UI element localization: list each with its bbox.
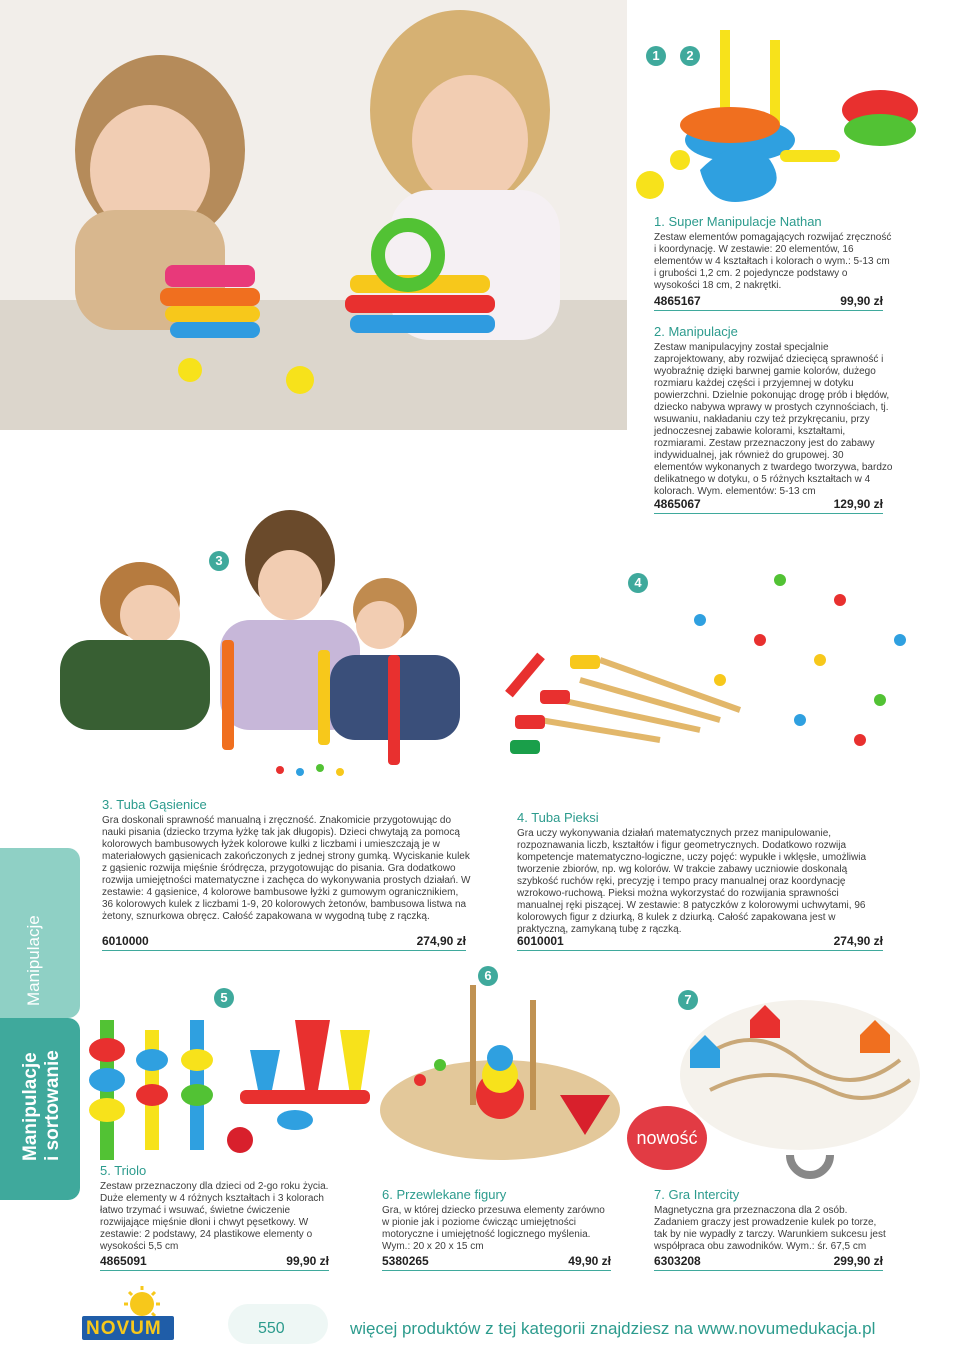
product-price: 99,90 zł — [840, 294, 883, 308]
page-number: 550 — [258, 1320, 285, 1337]
side-tab-label: Manipulacje — [24, 915, 43, 1006]
price-line — [654, 294, 883, 311]
product-block — [100, 1163, 332, 1253]
product-code: 6010001 — [517, 934, 564, 948]
product-block — [654, 214, 894, 292]
product-code: 4865167 — [654, 294, 701, 308]
product-code: 4865091 — [100, 1254, 147, 1268]
product-number-badge: 7 — [678, 990, 698, 1010]
logo-text: NOVUM — [86, 1318, 162, 1339]
side-tab-line: i sortowanie — [42, 1050, 63, 1161]
side-tab-upper[interactable] — [0, 848, 80, 1018]
product-price: 299,90 zł — [833, 1254, 883, 1268]
side-tab-line: Manipulacje — [20, 1052, 41, 1161]
new-badge: nowość — [627, 1106, 707, 1170]
product-description: Magnetyczna gra przeznaczona dla 2 osób. Zadaniem graczy jest prowadzenie kulek po torze, tak by nie wypadły z tarczy. Warunkiem sukcesu jest współpraca obu zawodników. Wym.: śr. 67,5 cm — [654, 1205, 886, 1252]
product-description: Gra, w której dziecko przesuwa elementy zarówno w pionie jak i poziome ćwicząc umiejętności motoryczne i umiejętność logicznego myślenia. Wym.: 20 x 20 x 15 cm — [382, 1205, 605, 1252]
product-title: 7. Gra Intercity — [654, 1187, 740, 1202]
product-description: Zestaw elementów pomagających rozwijać zręczność i koordynację. W zestawie: 20 elementów, 16 elementów w 4 kształtach i kolorach o wym.: 5-13 cm i grubości 1,2 cm. 2 pojedyncze podstawy o wysokości 18 cm, 2 nakrętki. — [654, 232, 892, 291]
price-line — [382, 1254, 611, 1271]
price-line — [100, 1254, 329, 1271]
product-description: Zestaw przeznaczony dla dzieci od 2-go roku życia. Duże elementy w 4 różnych kształtach i 3 kolorach łatwo trzymać i wsuwać, świetne ćwiczenie rozwijające mięśnie dłoni i chwyt pęsetkowy. W zestawie: 2 podstawy, 24 plastikowe elementy o wysokości 5,5 cm — [100, 1181, 329, 1252]
product-number-badge: 1 — [646, 46, 666, 66]
product-title: 1. Super Manipulacje Nathan — [654, 214, 822, 229]
product-title: 3. Tuba Gąsienice — [102, 797, 207, 812]
footer-link[interactable]: więcej produktów z tej kategorii znajdziesz na www.novumedukacja.pl — [350, 1319, 876, 1338]
photo-children-caterpillar — [60, 510, 460, 776]
photo-wooden-sorter — [380, 985, 620, 1160]
price-line — [654, 1254, 883, 1271]
photo-pieksi-pieces — [505, 574, 906, 754]
product-title: 5. Triolo — [100, 1163, 147, 1178]
product-number-badge: 3 — [209, 551, 229, 571]
side-tab-lower[interactable] — [0, 1018, 80, 1200]
price-line — [517, 934, 883, 951]
product-number-badge: 2 — [680, 46, 700, 66]
price-line — [654, 497, 883, 514]
novum-logo — [80, 1284, 180, 1344]
product-price: 274,90 zł — [416, 934, 466, 948]
product-code: 5380265 — [382, 1254, 429, 1268]
product-title: 2. Manipulacje — [654, 324, 738, 339]
product-code: 6010000 — [102, 934, 149, 948]
product-title: 6. Przewlekane figury — [382, 1187, 507, 1202]
product-block — [517, 810, 887, 936]
product-block — [382, 1187, 614, 1253]
product-code: 4865067 — [654, 497, 701, 511]
photo-triolo-stacks — [89, 1020, 370, 1160]
side-tab-label — [20, 1050, 64, 1161]
product-number-badge: 5 — [214, 988, 234, 1008]
photo-toy-set — [636, 30, 918, 202]
product-price: 129,90 zł — [833, 497, 883, 511]
product-block — [654, 1187, 886, 1253]
product-number-badge: 4 — [628, 573, 648, 593]
product-description: Gra doskonali sprawność manualną i zręczność. Znakomicie przygotowując do nauki pisania (dziecko trzyma łyżkę tak jak długopis). Dzieci chwytają za pomocą kolorowych bambusowych łyżek kolorowe kulki z liczbami i umieszczają je w materiałowych gąsienicach zakończonych z jednej strony gumką. Wyciskanie kulek z gąsienic rozwija mięśnie śródręcza, przygotowując do pisania. Gra dodatkowo rozwija umiejętności matematyczne i zachęca do wykonywania prostych działań. W zestawie: 4 gąsienice, 4 kolorowe bambusowe łyżki z gumowym ogranicznikiem, 36 kolorowych kulek z liczbami 1-9, 20 kolorowych żetonów, bambusowa listwa na żetony, sznurkowa obręcz. Całość zapakowana w wygodną tubę z rączką. — [102, 815, 471, 922]
product-description: Gra uczy wykonywania działań matematycznych przez manipulowanie, rozpoznawania liczb, kształtów i figur geometrycznych. Dodatkowo rozwija kompetencje matematyczno-logiczne, uczy pojęć: wypukłe i wklęsłe, umożliwia tworzenie zbiorów, np. wg kolorów. W trakcie zabawy uczniowie doskonalą szybkość ruchów ręki, precyzję i tempo pracy manualnej oraz koordynację wzrokowo-ruchową. Pieksi można wykorzystać do rozwijania sprawności manualnej ręki piszącej. W zestawie: 8 patyczków z kolorowymi uchwytami, 96 kolorowych figur z dziurką, 8 kulek z dziurką. Całość zapakowana jest w praktyczną, zamykaną tubę z rączką. — [517, 828, 867, 935]
photo-girls-manipulation — [0, 0, 627, 430]
product-title: 4. Tuba Pieksi — [517, 810, 599, 825]
product-block — [654, 324, 894, 498]
price-line — [102, 934, 466, 951]
product-price: 99,90 zł — [286, 1254, 329, 1268]
photo-intercity-board — [680, 1000, 920, 1175]
product-price: 49,90 zł — [568, 1254, 611, 1268]
product-block — [102, 797, 472, 923]
product-number-badge: 6 — [478, 966, 498, 986]
product-description: Zestaw manipulacyjny został specjalnie zaprojektowany, aby rozwijać dziecięcą sprawność i wyobraźnię dzięki barwnej gamie kolorów, dużego rozmiaru każdej części i przyjemnej w dotyku powierzchni. Dzielnie pokonując drogę prób i błędów, dziecko nabywa wprawy w prostych czynnościach, tj. wsuwaniu, nakładaniu czy też przykręcaniu, przy jednoczesnej zabawie kolorami, kształtami, rozmiarami. Zestaw przeznaczony jest do zabawy indywidualnej, jak również do grupowej. 30 elementów wykonanych z twardego tworzywa, bardzo delikatnego w dotyku, o 5 różnych kształtach w 4 kolorach. Wym. elementów: 5-13 cm — [654, 342, 893, 497]
product-code: 6303208 — [654, 1254, 701, 1268]
product-price: 274,90 zł — [833, 934, 883, 948]
